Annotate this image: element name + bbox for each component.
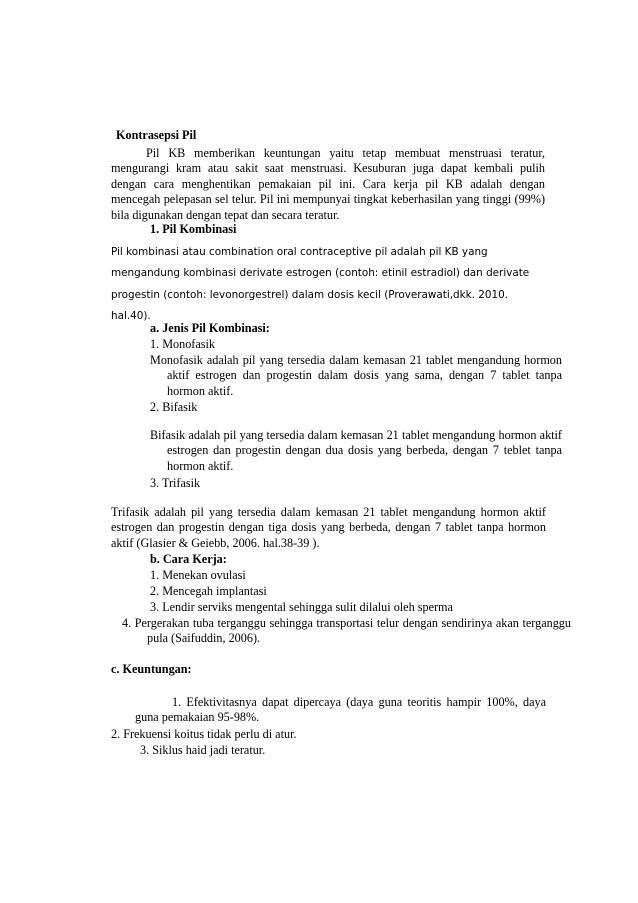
keuntungan-item: 1. Efektivitasnya dapat dipercaya (daya guna teoritis hampir 100%, daya guna pemakaian 95-98%.	[135, 695, 546, 725]
intro-paragraph: Pil KB memberikan keuntungan yaitu tetap membuat menstruasi teratur, mengurangi kram atau sakit saat menstruasi. Kesuburan juga dapat kembali pulih dengan cara menghentikan pemakaian pil ini. Cara kerja pil KB adalah dengan mencegah pelepasan sel telur. Pil ini mempunyai tingkat keberhasilan yang tinggi (99%) bila digunakan dengan tepat dan secara teratur.	[111, 146, 545, 222]
keuntungan-heading: c. Keuntungan:	[111, 662, 192, 676]
cara-kerja-item: 2. Mencegah implantasi	[150, 584, 267, 598]
keuntungan-item: 3. Siklus haid jadi teratur.	[140, 743, 266, 757]
bifasik-text: Bifasik adalah pil yang tersedia dalam kemasan 21 tablet mengandung hormon aktif estrogen dan progestin dengan dua dosis yang berbeda, dengan 7 teblet tanpa hormon aktif.	[150, 428, 562, 473]
trifasik-text: Trifasik adalah pil yang tersedia dalam kemasan 21 tablet mengandung hormon aktif estrogen dan progestin dengan tiga dosis yang berbeda, dengan 7 tablet tanpa hormon aktif (Glasier & Geiebb, 2006. hal.38-39 ).	[111, 505, 546, 550]
cara-kerja-heading: b. Cara Kerja:	[150, 552, 227, 566]
trifasik-label: 3. Trifasik	[150, 476, 201, 490]
cara-kerja-item: 4. Pergerakan tuba terganggu sehingga transportasi telur dengan sendirinya akan terganggu pula (Saifuddin, 2006).	[122, 616, 571, 646]
bifasik-label: 2. Bifasik	[150, 400, 198, 414]
document-title: Kontrasepsi Pil	[116, 128, 197, 142]
pil-kombinasi-definition: Pil kombinasi atau combination oral contraceptive pil adalah pil KB yang mengandung kombinasi derivate estrogen (contoh: etinil estradiol) dan derivate progestin (contoh: levonorgestrel) dalam dosis kecil (Proverawati,dkk. 2010. hal.40).	[111, 246, 530, 323]
cara-kerja-item: 3. Lendir serviks mengental sehingga sulit dilalui oleh sperma	[150, 600, 453, 614]
monofasik-label: 1. Monofasik	[150, 337, 215, 351]
jenis-heading: a. Jenis Pil Kombinasi:	[150, 321, 270, 335]
monofasik-text: Monofasik adalah pil yang tersedia dalam kemasan 21 tablet mengandung hormon aktif estrogen dan progestin dalam dosis yang sama, dengan 7 tablet tanpa hormon aktif.	[150, 353, 562, 398]
cara-kerja-item: 1. Menekan ovulasi	[150, 568, 246, 582]
section-heading-pil-kombinasi: 1. Pil Kombinasi	[150, 222, 237, 236]
keuntungan-item: 2. Frekuensi koitus tidak perlu di atur.	[111, 727, 297, 741]
